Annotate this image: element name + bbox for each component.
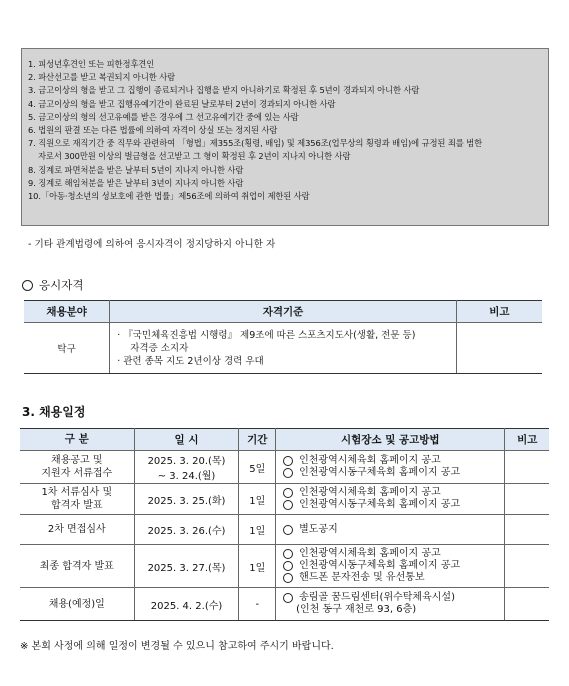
- schedule-row: [20, 588, 549, 621]
- field-cell: 탁구: [24, 323, 110, 374]
- circle-bullet-icon: [283, 593, 293, 603]
- method-cell: [276, 545, 505, 588]
- duration-cell: 1일: [239, 484, 276, 515]
- header-category: 구 분: [20, 429, 134, 451]
- disqualification-item: 8. 징계로 파면처분을 받은 날부터 5년이 지나지 아니한 사람: [28, 164, 244, 175]
- header-duration: 기간: [239, 429, 276, 451]
- disqualification-item: 6. 법원의 판결 또는 다른 법률에 의하여 자격이 상실 또는 정지된 사람: [28, 125, 278, 136]
- method-line: [276, 467, 504, 479]
- date-cell: [134, 588, 239, 621]
- method-text: 인천광역시동구체육회 홈페이지 공고: [299, 560, 461, 571]
- method-cell: [276, 588, 505, 621]
- method-line: [276, 560, 504, 572]
- duration-cell: 1일: [239, 515, 276, 545]
- criteria-line: · 『국민체육진흥법 시행령』 제9조에 따른 스포츠지도사(생활, 전문 등): [117, 329, 416, 341]
- method-text: 핸드폰 문자전송 및 유선통보: [299, 572, 425, 583]
- method-text: 인천광역시동구체육회 홈페이지 공고: [299, 467, 461, 478]
- method-line: [276, 455, 504, 467]
- category-line: 최종 합격자 발표: [39, 560, 114, 572]
- method-line: [276, 548, 504, 560]
- date-line: 2025. 3. 26.(수): [147, 526, 226, 537]
- method-text: 인천광역시체육회 홈페이지 공고: [299, 548, 441, 559]
- disqualification-item: 9. 징계로 해임처분을 받은 날부터 3년이 지나지 아니한 사람: [28, 177, 244, 188]
- note-cell: [505, 484, 549, 515]
- date-line: 2025. 3. 27.(목): [147, 562, 226, 574]
- date-line: ~ 3. 24.(월): [157, 471, 216, 482]
- duration-cell: -: [239, 588, 276, 621]
- circle-bullet-icon: [283, 525, 293, 535]
- category-cell: [20, 515, 134, 545]
- circle-bullet-icon: [283, 500, 293, 510]
- note-cell: [505, 451, 549, 484]
- qualification-row: [24, 323, 542, 374]
- date-cell: [134, 545, 239, 588]
- category-cell: [20, 545, 134, 588]
- date-line: 2025. 3. 20.(목): [147, 456, 226, 467]
- circle-bullet-icon: [283, 561, 293, 571]
- method-text: (인천 동구 재천로 93, 6층): [296, 604, 417, 615]
- schedule-row: [20, 545, 549, 588]
- disqualification-item: 1. 피성년후견인 또는 피한정후견인: [28, 59, 155, 69]
- note-cell: [505, 545, 549, 588]
- disqualification-item: 2. 파산선고를 받고 복권되지 아니한 사람: [28, 72, 176, 83]
- method-text: 인천광역시동구체육회 홈페이지 공고: [299, 499, 461, 510]
- method-line: [276, 499, 504, 511]
- header-criteria: 자격기준: [110, 301, 457, 323]
- qualification-section-title: [22, 277, 83, 293]
- note-cell: [456, 323, 542, 374]
- circle-bullet-icon: [283, 573, 293, 583]
- circle-bullet-icon: [283, 549, 293, 559]
- category-line: 채용공고 및: [51, 455, 103, 466]
- schedule-row: [20, 484, 549, 515]
- date-cell: [134, 515, 239, 545]
- method-text: 별도공지: [299, 523, 338, 535]
- disqualification-item: 7. 직원으로 재직기간 중 직무와 관련하여 「형법」제355조(횡령, 배임) 및 제356조(업무상의 횡령과 배임)에 규정된 죄를 범한: [28, 138, 483, 149]
- header-date: 일 시: [134, 429, 239, 451]
- category-cell: [20, 484, 134, 515]
- method-cell: [276, 515, 505, 545]
- category-cell: [20, 451, 134, 484]
- date-cell: [134, 451, 239, 484]
- header-note: 비고: [505, 429, 549, 451]
- header-note: 비고: [456, 301, 542, 323]
- duration-cell: 5일: [239, 451, 276, 484]
- schedule-section-title: 3. 채용일정: [22, 405, 86, 419]
- criteria-line: · 관련 종목 지도 2년이상 경력 우대: [117, 355, 264, 367]
- qualification-title-text: 응시자격: [39, 278, 84, 292]
- date-line: 2025. 3. 25.(화): [147, 495, 226, 507]
- circle-bullet-icon: [283, 468, 293, 478]
- note-cell: [505, 588, 549, 621]
- qualification-table: [24, 300, 542, 374]
- method-line: [276, 604, 504, 616]
- duration-cell: 1일: [239, 545, 276, 588]
- method-text: 인천광역시체육회 홈페이지 공고: [299, 455, 441, 466]
- category-line: 2차 면접심사: [47, 524, 106, 535]
- circle-bullet-icon: [283, 456, 293, 466]
- disqualification-item: 3. 금고이상의 형을 받고 그 집행이 종료되거나 집행을 받지 아니하기로 확정된 후 5년이 경과되지 아니한 사람: [28, 85, 420, 96]
- category-line: 채용(예정)일: [48, 598, 105, 610]
- circle-bullet-icon: [283, 488, 293, 498]
- circle-bullet-icon: [22, 280, 33, 291]
- date-cell: [134, 484, 239, 515]
- disqualification-item: 5. 금고이상의 형의 선고유예를 받은 경우에 그 선고유예기간 중에 있는 사람: [28, 111, 299, 122]
- disqualification-item: 10.「아동·청소년의 성보호에 관한 법률」제56조에 의하여 취업이 제한된 사람: [28, 191, 310, 202]
- method-text: 송림골 꿈드림센터(위수탁체육시설): [299, 592, 455, 603]
- category-line: 1차 서류심사 및: [41, 487, 113, 498]
- header-method: 시험장소 및 공고방법: [276, 429, 505, 451]
- disqualification-box: [21, 48, 549, 226]
- footnote: ※ 본회 사정에 의해 일정이 변경될 수 있으니 참고하여 주시기 바랍니다.: [20, 641, 334, 652]
- schedule-table-header: [20, 429, 549, 451]
- method-text: 인천광역시체육회 홈페이지 공고: [299, 487, 441, 498]
- schedule-table: [20, 428, 549, 621]
- method-line: [276, 572, 504, 584]
- schedule-row: [20, 451, 549, 484]
- note-cell: [505, 515, 549, 545]
- category-line: 지원자 서류접수: [41, 468, 113, 479]
- header-field: 채용분야: [24, 301, 110, 323]
- method-line: [276, 592, 504, 604]
- method-cell: [276, 484, 505, 515]
- disqualification-item-continued: 자로서 300만원 이상의 벌금형을 선고받고 그 형이 확정된 후 2년이 지나지 아니한 사람: [38, 151, 351, 162]
- qualification-table-header: [24, 301, 542, 323]
- method-line: [276, 524, 504, 536]
- disqualification-item: 4. 금고이상의 형을 받고 집행유예기간이 완료된 날로부터 2년이 경과되지 아니한 사람: [28, 98, 336, 109]
- category-cell: [20, 588, 134, 621]
- criteria-cell: [110, 323, 457, 374]
- category-line: 합격자 발표: [51, 500, 103, 511]
- method-line: [276, 487, 504, 499]
- date-line: 2025. 4. 2.(수): [150, 600, 223, 612]
- schedule-row: [20, 515, 549, 545]
- other-disqualification-note: - 기타 관계법령에 의하여 응시자격이 정지당하지 아니한 자: [28, 239, 276, 250]
- method-cell: [276, 451, 505, 484]
- criteria-line: 자격증 소지자: [130, 342, 189, 354]
